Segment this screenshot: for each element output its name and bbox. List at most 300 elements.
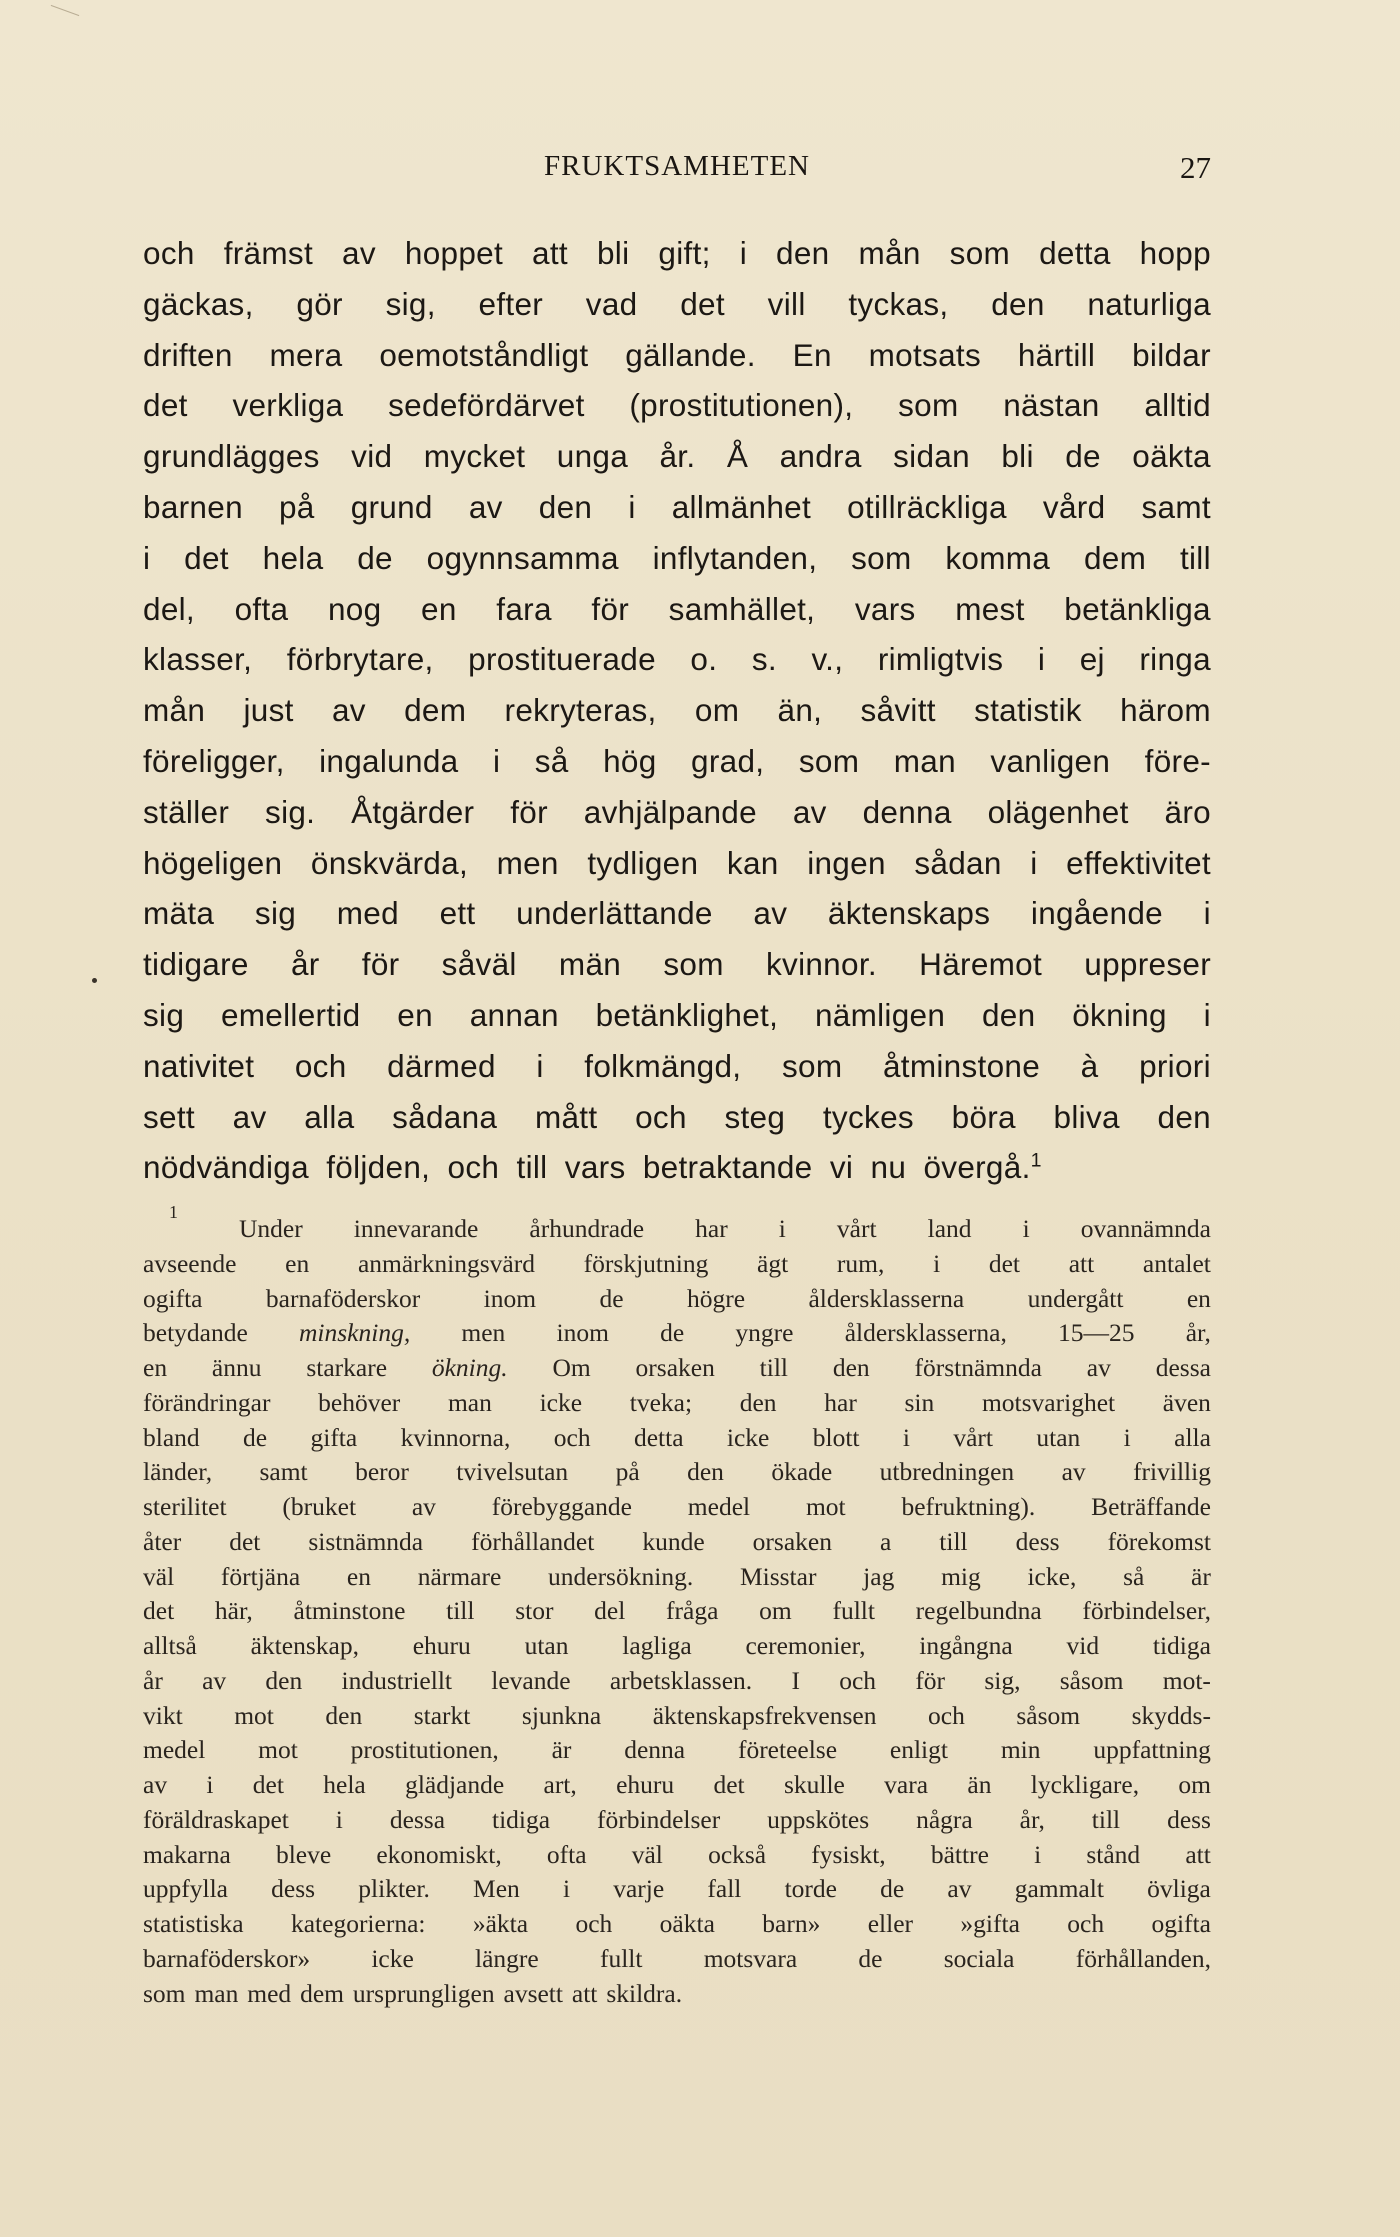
word: ingående xyxy=(1030,895,1163,932)
word: länder, xyxy=(143,1457,213,1487)
word: kvinnor. xyxy=(765,946,877,983)
word: de xyxy=(599,1283,624,1313)
word: det xyxy=(988,1248,1021,1278)
footnote-line xyxy=(143,1872,1211,1907)
word: av xyxy=(1086,1353,1111,1382)
word: nog xyxy=(327,590,382,627)
word: Beträffande xyxy=(1091,1492,1211,1521)
word: statistik xyxy=(974,692,1082,729)
word: högre xyxy=(686,1283,746,1313)
word: hela xyxy=(323,1770,366,1799)
word: underlättande xyxy=(516,895,713,932)
word: av xyxy=(143,1770,168,1799)
word: århundrade xyxy=(529,1214,645,1243)
word: till xyxy=(939,1526,968,1556)
word: bildar xyxy=(1132,336,1211,373)
word: ogifta xyxy=(1151,1909,1211,1938)
word: annan xyxy=(469,996,559,1033)
word: andra xyxy=(779,438,862,475)
body-line xyxy=(143,584,1211,635)
word: a xyxy=(879,1526,892,1556)
word: gammalt xyxy=(1014,1874,1104,1904)
word: sig, xyxy=(984,1665,1021,1695)
word: i xyxy=(1203,996,1211,1033)
word: skydds- xyxy=(1131,1700,1211,1730)
word: och xyxy=(447,1149,500,1186)
word: äktenskaps xyxy=(827,895,991,932)
body-line xyxy=(143,685,1211,736)
word: barnaföderskor» xyxy=(143,1943,311,1973)
word: den xyxy=(981,996,1036,1033)
word: rum, xyxy=(836,1248,885,1278)
word: rekryteras, xyxy=(504,692,657,729)
word: år. xyxy=(659,438,696,475)
word: uppfattning xyxy=(1093,1735,1211,1765)
page-number: 27 xyxy=(1180,150,1211,185)
word: i xyxy=(1123,1422,1131,1452)
footnote-line xyxy=(143,1202,1211,1247)
footnote-reference[interactable]: 1 xyxy=(1030,1149,1042,1172)
word: prostitutionen, xyxy=(350,1735,499,1765)
word: hopp xyxy=(1139,235,1211,271)
word: allmänhet xyxy=(671,488,812,525)
word: förhållandet xyxy=(471,1526,595,1556)
footnote-line xyxy=(143,1594,1211,1629)
word: sterilitet xyxy=(143,1492,227,1521)
word: unga xyxy=(556,438,629,475)
word: vård xyxy=(1042,488,1106,525)
footnote-line xyxy=(143,1942,1211,1977)
word: övliga xyxy=(1147,1874,1211,1904)
word: det xyxy=(713,1770,745,1799)
word: alla xyxy=(304,1098,355,1135)
word: alltid xyxy=(1144,387,1211,424)
word: åldersklasserna, xyxy=(844,1318,1007,1348)
word: dem xyxy=(1083,539,1147,576)
word: om xyxy=(694,692,740,729)
word: åldersklasserna xyxy=(808,1283,965,1313)
word: o. xyxy=(690,641,718,678)
word: ovannämnda xyxy=(1080,1214,1211,1243)
word: till xyxy=(1179,539,1211,576)
word: rimligtvis xyxy=(877,641,1004,678)
word: här, xyxy=(214,1596,253,1626)
word: grundlägges xyxy=(143,438,320,475)
word: för xyxy=(361,946,400,983)
footnote-line xyxy=(143,1316,1211,1351)
word: gifta xyxy=(310,1422,358,1452)
word: sådana xyxy=(392,1098,498,1135)
word: i xyxy=(778,1214,786,1243)
word: till xyxy=(759,1353,789,1382)
word: vanligen xyxy=(990,742,1111,779)
word: efter xyxy=(478,285,544,322)
word: man xyxy=(893,742,956,779)
word: i xyxy=(1022,1214,1030,1243)
word: varje xyxy=(613,1874,665,1904)
footnote-marker: 1 xyxy=(169,1202,178,1222)
word: mot xyxy=(234,1700,274,1730)
word: är xyxy=(551,1735,572,1765)
body-line xyxy=(143,990,1211,1041)
word: undergått xyxy=(1027,1283,1124,1313)
word: nu xyxy=(870,1149,907,1186)
word: folkmängd, xyxy=(584,1047,742,1084)
footnote-line xyxy=(143,1282,1211,1317)
word: glädjande xyxy=(405,1770,505,1799)
word: kvinnorna, xyxy=(400,1422,511,1452)
word: för xyxy=(591,590,630,627)
word: föreligger, xyxy=(143,742,285,779)
word: vid xyxy=(1066,1631,1100,1660)
word: också xyxy=(708,1839,767,1869)
footnote-line xyxy=(143,1421,1211,1456)
word: dessa xyxy=(1155,1353,1211,1382)
word: mått xyxy=(534,1098,598,1135)
word: industriellt xyxy=(341,1665,453,1695)
word: såsom xyxy=(1059,1665,1124,1695)
word: några xyxy=(916,1804,973,1834)
word: ej xyxy=(1079,641,1105,678)
word: (bruket xyxy=(282,1492,357,1521)
running-header xyxy=(143,150,1211,190)
word: frivillig xyxy=(1133,1457,1211,1487)
word: gör xyxy=(296,285,343,322)
word: orsaken xyxy=(635,1353,715,1382)
word: sistnämnda xyxy=(308,1526,424,1556)
word: barnaföderskor xyxy=(265,1283,421,1313)
word: åtminstone xyxy=(293,1596,406,1626)
word: nativitet xyxy=(143,1047,255,1084)
word: än xyxy=(967,1770,992,1799)
word: gällande. xyxy=(625,336,756,373)
body-line xyxy=(143,380,1211,431)
word: i xyxy=(1037,641,1046,678)
footnote-line xyxy=(143,1247,1211,1282)
word: ceremonier, xyxy=(745,1631,866,1660)
word: förtjäna xyxy=(220,1561,301,1591)
word: ehuru xyxy=(412,1631,471,1660)
word: fullt xyxy=(832,1596,875,1626)
word: år xyxy=(290,946,320,983)
word: sjunkna xyxy=(521,1700,602,1730)
word: oäkta xyxy=(1132,438,1211,475)
word: nästan xyxy=(1003,387,1100,424)
footnote xyxy=(143,1202,1211,2011)
word: förändringar xyxy=(143,1387,271,1417)
word: även xyxy=(1162,1387,1211,1417)
word: och xyxy=(143,235,195,271)
word: förbindelser xyxy=(597,1804,721,1834)
word: levande xyxy=(491,1665,571,1695)
footnote-line xyxy=(143,1560,1211,1595)
word: äro xyxy=(1164,793,1211,830)
word: effektivitet xyxy=(1066,844,1211,881)
word: del xyxy=(594,1596,626,1626)
word: en xyxy=(143,1353,168,1382)
word: Åtgärder xyxy=(351,793,475,830)
word: undersökning. xyxy=(548,1561,694,1591)
word: ekonomiskt, xyxy=(376,1839,502,1869)
word: stånd xyxy=(1086,1839,1141,1869)
footnote-line xyxy=(143,1803,1211,1838)
main-text xyxy=(143,228,1211,1193)
word: vid xyxy=(351,438,393,475)
word: att xyxy=(571,1978,598,2008)
word: de xyxy=(243,1422,268,1452)
word: grad, xyxy=(691,742,765,779)
word: barn» xyxy=(762,1909,821,1938)
word: mig xyxy=(941,1561,981,1591)
word: En xyxy=(792,336,832,373)
word: samt xyxy=(259,1457,308,1487)
word: 15—25 xyxy=(1058,1318,1135,1348)
body-line xyxy=(143,533,1211,584)
word: befruktning). xyxy=(901,1492,1036,1521)
word: förstnämnda xyxy=(914,1353,1042,1382)
word: ett xyxy=(439,895,476,932)
word: tvivelsutan xyxy=(456,1457,569,1487)
word: men xyxy=(496,844,559,881)
word: övergå.$^1$ xyxy=(923,1149,1042,1186)
word: nödvändiga xyxy=(143,1149,309,1186)
word: att xyxy=(1068,1248,1095,1278)
word: är xyxy=(1191,1561,1211,1591)
word: såvitt xyxy=(860,692,936,729)
word: s. xyxy=(751,641,777,678)
word: sett xyxy=(143,1098,195,1135)
word: sådan xyxy=(914,844,1002,881)
word: lagliga xyxy=(622,1631,692,1660)
body-line xyxy=(143,736,1211,787)
word: sociala xyxy=(943,1943,1015,1973)
word: bland xyxy=(143,1422,200,1452)
word: orsaken xyxy=(752,1526,832,1556)
word: blott xyxy=(812,1422,860,1452)
word: betraktande xyxy=(642,1149,813,1186)
word: »gifta xyxy=(960,1909,1020,1938)
word: tyckes xyxy=(822,1098,914,1135)
word: vars xyxy=(854,590,916,627)
word: åtminstone xyxy=(882,1047,1041,1084)
word: skulle xyxy=(783,1770,845,1799)
word: en xyxy=(285,1248,310,1278)
word: längre xyxy=(475,1943,539,1973)
word: emellertid xyxy=(220,996,361,1033)
word: så xyxy=(534,742,569,779)
word: män xyxy=(558,946,622,983)
word: Å xyxy=(726,438,749,475)
word: enligt xyxy=(889,1735,948,1765)
word: gäckas, xyxy=(143,285,254,322)
word: mycket xyxy=(423,438,526,475)
word: innevarande xyxy=(353,1214,479,1243)
word: denna xyxy=(862,793,952,830)
word: i xyxy=(1203,895,1211,932)
word: det xyxy=(229,1526,261,1556)
word: av xyxy=(792,793,827,830)
word: förbrytare, xyxy=(286,641,434,678)
word: vill xyxy=(767,285,806,322)
word: och xyxy=(553,1422,591,1452)
word: denna xyxy=(624,1735,686,1765)
running-title: FRUKTSAMHETEN xyxy=(544,150,810,182)
word: detta xyxy=(633,1422,684,1452)
word: uppskötes xyxy=(767,1804,870,1834)
word: prostituerade xyxy=(468,641,656,678)
word: sig xyxy=(254,895,297,932)
word: ökade xyxy=(771,1457,833,1487)
word: motsvarighet xyxy=(981,1387,1116,1417)
word: av xyxy=(331,692,366,729)
word: oäkta xyxy=(659,1909,715,1938)
body-line xyxy=(143,431,1211,482)
word: betänklighet, xyxy=(595,996,779,1033)
word: kunde xyxy=(642,1526,705,1556)
word: priori xyxy=(1139,1047,1211,1084)
word: ogynnsamma xyxy=(426,539,619,576)
word: nämligen xyxy=(814,996,946,1033)
word: min xyxy=(1000,1735,1041,1765)
word: och xyxy=(294,1047,347,1084)
word: dem xyxy=(404,692,467,729)
word: en xyxy=(397,996,433,1033)
word: betänkliga xyxy=(1064,590,1211,627)
word: mäta xyxy=(143,895,215,932)
word: det xyxy=(680,285,725,322)
word: antalet xyxy=(1142,1248,1211,1278)
word: fysiskt, xyxy=(811,1839,886,1869)
word: de xyxy=(1065,438,1101,475)
word: sig xyxy=(143,996,185,1033)
footnote-line xyxy=(143,1490,1211,1525)
word: Häremot xyxy=(919,946,1043,983)
word: i xyxy=(143,539,151,576)
word: i xyxy=(536,1047,544,1084)
margin-dot xyxy=(92,978,97,983)
word: avseende xyxy=(143,1248,237,1278)
word: medel xyxy=(687,1492,751,1521)
word: inom xyxy=(483,1283,537,1313)
word: den xyxy=(739,1387,777,1417)
word: ägt xyxy=(757,1248,789,1278)
word: den xyxy=(687,1457,724,1487)
word: av xyxy=(947,1874,972,1904)
word: just xyxy=(243,692,294,729)
footnote-line xyxy=(143,1629,1211,1664)
word: det xyxy=(252,1770,284,1799)
footnote-line xyxy=(143,1977,1211,2012)
word: mån xyxy=(143,692,206,729)
word: önskvärda, xyxy=(310,844,468,881)
word: den xyxy=(991,285,1045,322)
word: och xyxy=(928,1700,965,1730)
word: ehuru xyxy=(616,1770,675,1799)
word: anmärkningsvärd xyxy=(357,1248,535,1278)
word: de xyxy=(660,1318,685,1348)
word: ingen xyxy=(807,844,886,881)
word: en xyxy=(421,590,457,627)
word: inom xyxy=(556,1318,609,1348)
word: mån xyxy=(858,235,921,271)
word: väl xyxy=(143,1561,175,1591)
word: om xyxy=(759,1596,792,1626)
word: som xyxy=(781,1047,843,1084)
word: arbetsklassen. xyxy=(609,1665,753,1695)
word: lyckligare, xyxy=(1030,1770,1140,1799)
word: utan xyxy=(524,1631,569,1660)
word: föräldraskapet xyxy=(143,1804,289,1834)
word: hög xyxy=(603,742,657,779)
word: till xyxy=(1091,1804,1121,1834)
word: en xyxy=(1186,1283,1211,1313)
word: »äkta xyxy=(472,1909,529,1938)
word: torde xyxy=(784,1874,837,1904)
word: Men xyxy=(473,1874,520,1904)
word: i xyxy=(933,1248,941,1278)
word: och xyxy=(839,1665,877,1695)
word: mot xyxy=(805,1492,846,1521)
word: såväl xyxy=(441,946,517,983)
word: den xyxy=(1157,1098,1211,1135)
word: åter xyxy=(143,1526,182,1556)
word: bleve xyxy=(275,1839,332,1869)
word: av xyxy=(342,235,376,271)
word: äktenskapsfrekvensen xyxy=(652,1700,877,1730)
word: icke xyxy=(371,1943,414,1973)
word: plikter. xyxy=(358,1874,430,1904)
word: beror xyxy=(355,1457,409,1487)
word: de xyxy=(880,1874,905,1904)
word: samhället, xyxy=(668,590,816,627)
body-line xyxy=(143,634,1211,685)
word: eller xyxy=(867,1909,914,1938)
word: så xyxy=(1123,1561,1145,1591)
word: Misstar xyxy=(739,1561,817,1591)
word: man xyxy=(447,1387,492,1417)
word: sedefördärvet xyxy=(388,387,585,424)
word: driften xyxy=(143,336,233,373)
word: ogifta xyxy=(143,1283,203,1313)
word: mot xyxy=(258,1735,298,1765)
word: yngre xyxy=(735,1318,794,1348)
body-line xyxy=(143,1041,1211,1092)
word: sin xyxy=(904,1387,935,1417)
word: bli xyxy=(596,235,630,271)
word: de xyxy=(357,539,393,576)
word: ofta xyxy=(546,1839,587,1869)
word: före- xyxy=(1144,742,1211,779)
word: företeelse xyxy=(737,1735,838,1765)
word: som xyxy=(143,1978,186,2008)
word: starkt xyxy=(413,1700,471,1730)
word: en xyxy=(346,1561,371,1591)
word: vikt xyxy=(143,1700,183,1730)
word: utan xyxy=(1036,1422,1081,1452)
word: av xyxy=(1061,1457,1086,1487)
paper-mark xyxy=(51,5,80,16)
word: till xyxy=(516,1149,548,1186)
word: dess xyxy=(271,1874,316,1904)
word: komma xyxy=(945,539,1051,576)
footnote-line xyxy=(143,1455,1211,1490)
word: vars xyxy=(564,1149,626,1186)
word: ursprungligen xyxy=(352,1978,495,2008)
word: I xyxy=(791,1665,800,1695)
word: fall xyxy=(707,1874,742,1904)
word: i xyxy=(1034,1839,1042,1869)
word: med xyxy=(247,1978,292,2008)
